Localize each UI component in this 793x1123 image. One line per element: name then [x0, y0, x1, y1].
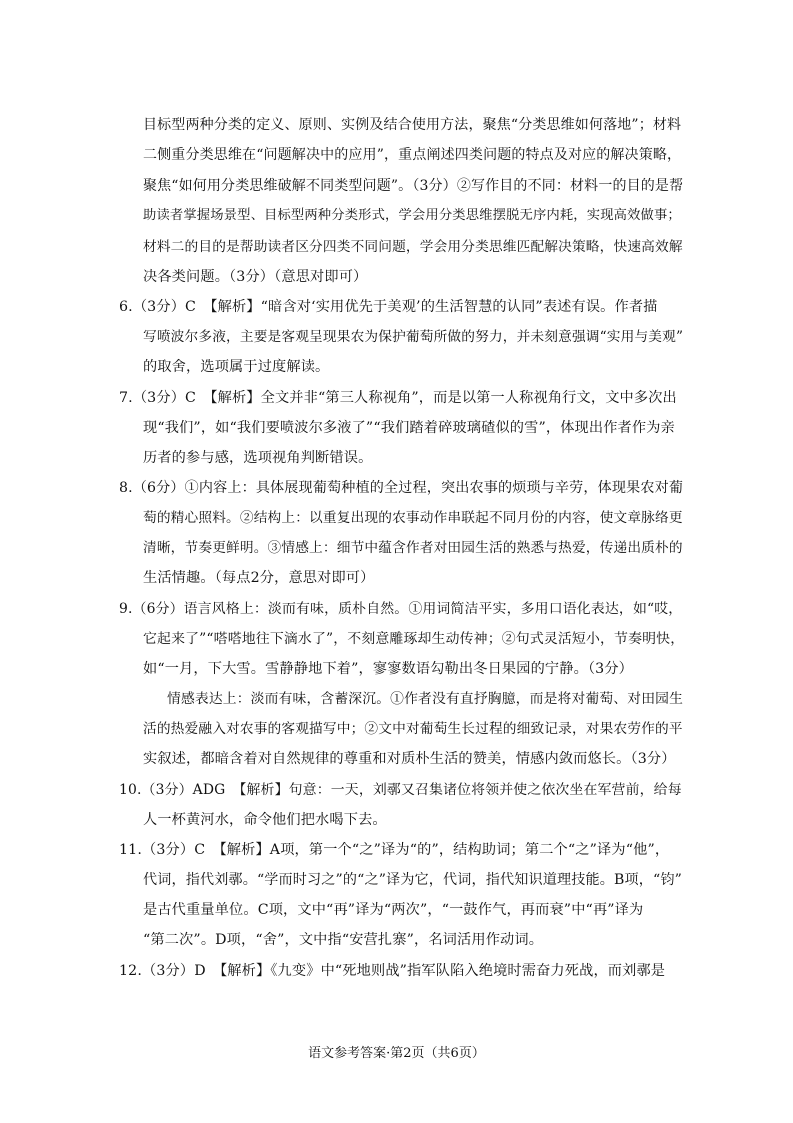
text-line: 是古代重量单位。C项，文中“再”译为“两次”，“一鼓作气，再而衰”中“再”译为 — [143, 902, 644, 918]
text-line: 如“一月，下大雪。雪静静地下着”，寥寥数语勾勒出冬日果园的宁静。（3分） — [143, 661, 634, 677]
answer-item-7: 7.（3分）C 【解析】全文并非“第三人称视角”，而是以第一人称视角行文，文中多次出 — [119, 390, 677, 406]
page-footer: 语文参考答案·第2页（共6页） — [308, 1046, 485, 1061]
answer-item-11: 11.（3分）C 【解析】A项，第一个“之”译为“的”，结构助词；第二个“之”译为“他”， — [119, 842, 670, 858]
answer-item-8: 8.（6分）①内容上：具体展现葡萄种植的全过程，突出农事的烦琐与辛劳，体现果农对葡 — [119, 480, 684, 496]
text-line: 写喷波尔多液，主要是客观呈现果农为保护葡萄所做的努力，并未刻意强调“实用与美观” — [143, 329, 684, 345]
answer-item-12: 12.（3分）D 【解析】《九变》中“死地则战”指军队陷入绝境时需奋力死战，而刘鄩是 — [119, 963, 666, 979]
text-line: 它起来了”“嗒嗒地往下滴水了”，不刻意雕琢却生动传神；②句式灵活短小，节奏明快， — [143, 631, 685, 647]
text-line: 活的热爱融入对农事的客观描写中；②文中对葡萄生长过程的细致记录，对果农劳作的平 — [143, 721, 683, 737]
text-line: 目标型两种分类的定义、原则、实例及结合使用方法，聚焦“分类思维如何落地”；材料 — [143, 117, 682, 133]
text-line: 人一杯黄河水，命令他们把水喝下去。 — [143, 812, 387, 828]
text-line: 材料二的目的是帮助读者区分四类不同问题，学会用分类思维匹配解决策略，快速高效解 — [143, 239, 683, 255]
text-line: 的取舍，选项属于过度解读。 — [143, 359, 330, 375]
answer-item-10: 10.（3分）ADG 【解析】句意：一天，刘鄩又召集诸位将领并使之依次坐在军营前，给每 — [119, 782, 682, 798]
text-line: 生活情趣。（每点2分，意思对即可） — [143, 570, 375, 586]
text-line: 代词，指代刘鄩。“学而时习之”的“之”译为它，代词，指代知识道理技能。B项，“钧” — [143, 872, 682, 888]
text-line: 聚焦“如何用分类思维破解不同类型问题”。（3分）②写作目的不同：材料一的目的是帮 — [143, 178, 684, 194]
text-line: “第二次”。D项，“舍”，文中指“安营扎寨”，名词活用作动词。 — [143, 932, 544, 948]
text-line: 历者的参与感，选项视角判断错误。 — [143, 450, 373, 466]
text-line: 决各类问题。（3分）（意思对即可） — [143, 269, 368, 285]
text-line: 助读者掌握场景型、目标型两种分类形式，学会用分类思维摆脱无序内耗，实现高效做事； — [143, 208, 681, 223]
answer-item-9: 9.（6分）语言风格上：淡而有味，质朴自然。①用词简洁平实，多用口语化表达，如“哎， — [119, 601, 683, 617]
text-line: 情感表达上：淡而有味，含蓄深沉。①作者没有直抒胸臆，而是将对葡萄、对田园生 — [167, 691, 684, 707]
text-line: 萄的精心照料。②结构上：以重复出现的农事动作串联起不同月份的内容，使文章脉络更 — [143, 510, 683, 526]
answer-item-6: 6.（3分）C 【解析】“暗含对‘实用优先于美观’的生活智慧的认同”表述有误。作者描 — [119, 299, 658, 315]
text-line: 清晰，节奏更鲜明。③情感上：细节中蕴含作者对田园生活的熟悉与热爱，传递出质朴的 — [143, 540, 683, 556]
text-line: 现“我们”，如“我们要喷波尔多液了”“我们踏着碎玻璃碴似的雪”，体现出作者作为亲 — [143, 420, 675, 436]
text-line: 二侧重分类思维在“问题解决中的应用”，重点阐述四类问题的特点及对应的解决策略， — [143, 147, 682, 163]
text-line: 实叙述，都暗含着对自然规律的尊重和对质朴生活的赞美，情感内敛而悠长。（3分） — [143, 751, 676, 767]
